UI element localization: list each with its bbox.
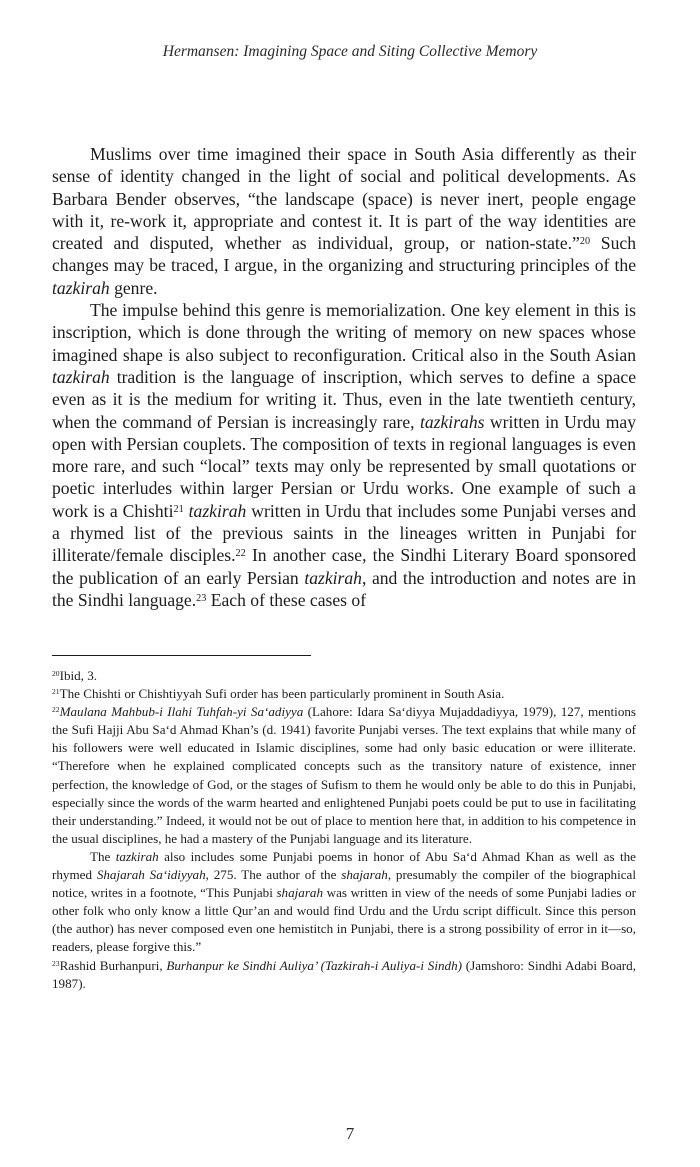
footnote-ref-21[interactable]: 21 [173,503,184,515]
main-text [52,143,636,611]
paragraph-1: Muslims over time imagined their space in South Asia differently as their sense of identity changed in the light of social and political developments. As Barbara Bender observes, “the landscape (space) is never inert, people engage with it, re-work it, appropriate and contest it. It is part of the way identities are created and disputed, whether as individual, group, or nation-state.”$^{20}$ Such changes may be traced, I argue, in the organizing and structuring principles of the tazkirah genre. [52,144,636,298]
footnote-ref-23[interactable]: 23 [196,592,207,604]
running-header: Hermansen: Imagining Space and Siting Collective Memory [162,43,538,60]
footnote-23: $^{23}$Rashid Burhanpuri, Burhanpur ke Sindhi Auliya’ (Tazkirah-i Auliya-i Sindh) (Jamshoro: Sindhi Adabi Board, 1987). [52,957,636,991]
footnote-20: $^{20}$Ibid, 3. [52,668,98,683]
footnote-21: $^{21}$The Chishti or Chishtiyyah Sufi order has been particularly prominent in South Asia. [52,686,505,702]
footnotes-section [52,667,636,993]
footnote-ref-22[interactable]: 22 [235,548,246,560]
footnote-divider [52,655,311,656]
page-number: 7 [345,1124,355,1143]
paragraph-2: The impulse behind this genre is memorialization. One key element in this is inscription, which is done through the writing of memory on new spaces whose imagined shape is also subject to reconfiguration. Critical also in the South Asian tazkirah tradition is the language of inscription, which serves to define a space even as it is the medium for writing it. Thus, even in the late twentieth century, when the command of Persian is increasingly rare, tazkirahs written in Urdu may open with Persian couplets. The composition of texts in regional languages is even more rare, and such “local” texts may only be represented by small quotations or poetic interludes within larger Persian or Urdu works. One example of such a work is a Chishti$^{21}$ tazkirah written in Urdu that includes some Punjabi verses and a rhymed list of the previous saints in the lineages written in Punjabi for illiterate/female disciples.$^{22}$ In another case, the Sindhi Literary Board sponsored the publication of an early Persian tazkirah, and the introduction and notes are in the Sindhi language.$^{23}$ Each of these cases of [52,300,637,610]
footnote-ref-20[interactable]: 20 [579,236,591,248]
footnote-22-continued: The tazkirah also includes some Punjabi poems in honor of Abu Sa‘d Ahmad Khan as well as the rhymed Shajarah Sa‘idiyyah, 275. The author of the shajarah, presumably the compiler of the biographical notice, writes in a footnote, “This Punjabi shajarah was written in view of the needs of some Punjabi ladies or other folk who only know a little Qur’an and would find Urdu and the Urdu script difficult. Since this person (the author) has never composed even one hemistitch in Punjabi, there is a strong possibility of error in it—so, readers, please forgive this.” [52,848,637,955]
footnote-22: $^{22}$Maulana Mahbub-i Ilahi Tuhfah-yi Sa‘adiyya (Lahore: Idara Sa‘diyya Mujaddadiyya, 1979), 127, mentions the Sufi Hajji Abu Sa‘d Ahmad Khan’s (d. 1941) favorite Punjabi verses. The text explains that while many of his followers were well educated in Islamic disciplines, some had only basic education or were illiterate. “Therefore when he explained complicated concepts such as the transitory nature of existence, inner perfection, the knowledge of God, or the stages of Sufism to them he would only be able to do this in Punjabi, especially since the words of the warm hearted and enlightened Punjabi poets could be put to use in facilitating their understanding.” Indeed, it would not be out of place to mention here that, in addition to his competence in the usual disciplines, he had a mastery of the Punjabi language and its literature. [52,704,637,846]
